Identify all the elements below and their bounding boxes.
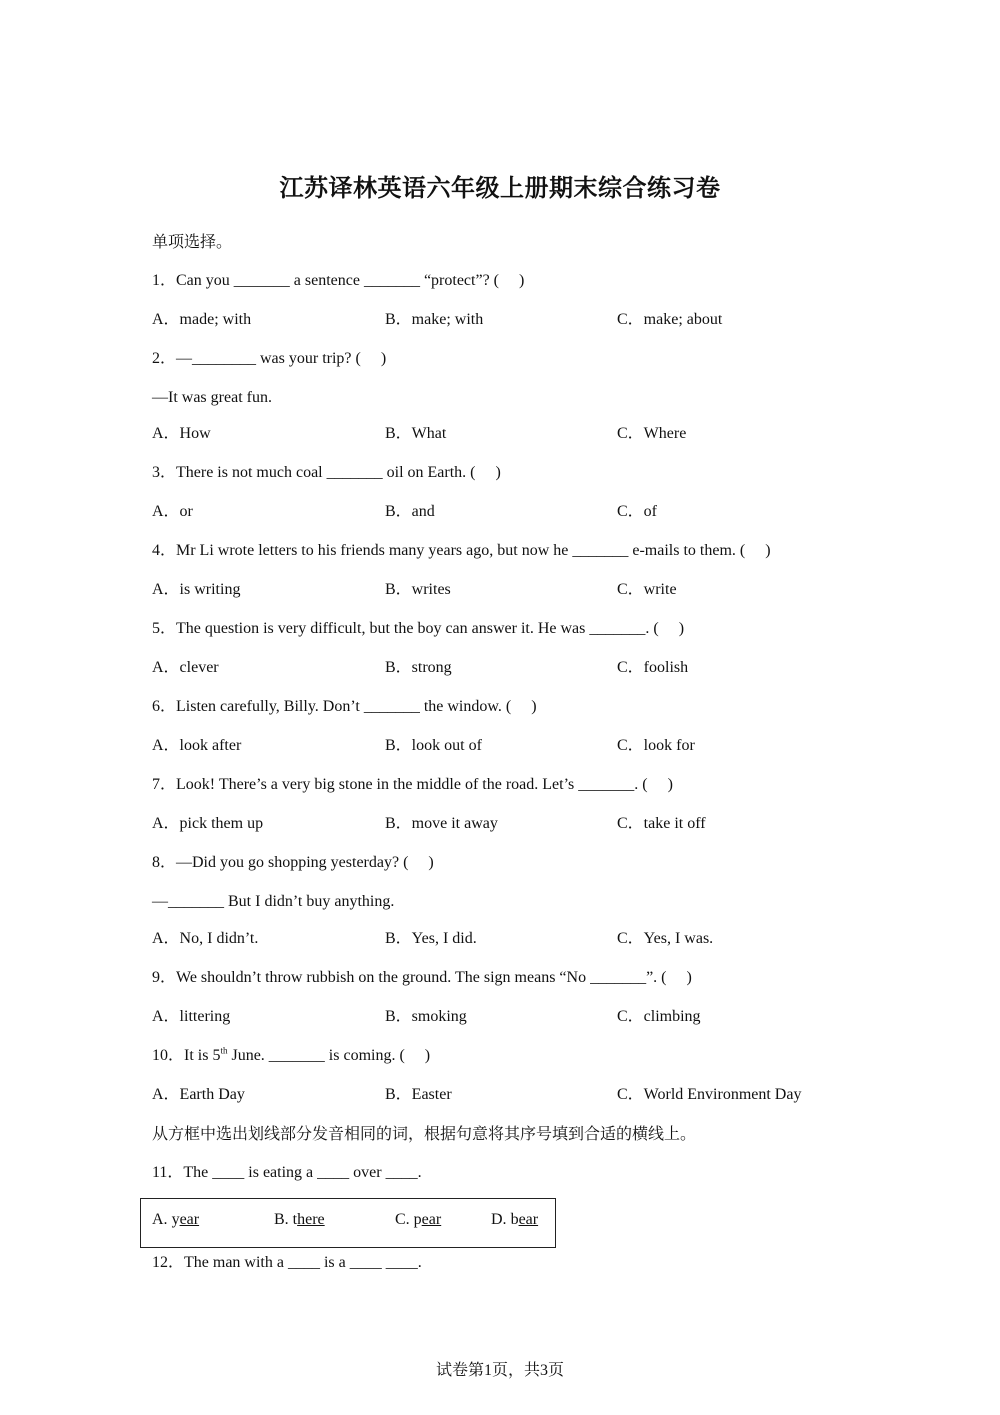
q10-stem-start: 10．It is 5 — [152, 1047, 221, 1064]
q8-option-a: A．No, I didn’t. — [152, 930, 259, 947]
box-word-c — [395, 1211, 441, 1229]
box-word-c-start: p — [413, 1211, 422, 1228]
question-9: 9．We shouldn’t throw rubbish on the ground. The sign means “No _______”. ( ) — [152, 969, 692, 986]
q2-option-b: B．What — [385, 425, 447, 442]
q7-option-a: A．pick them up — [152, 815, 264, 832]
box-word-b-letter: B. — [274, 1211, 293, 1228]
q9-option-a: A．littering — [152, 1008, 231, 1025]
q6-option-a: A．look after — [152, 737, 242, 754]
question-6: 6．Listen carefully, Billy. Don’t _______ the window. ( ) — [152, 698, 537, 715]
q9-option-c: C．climbing — [617, 1008, 701, 1025]
box-word-a-underlined: ear — [179, 1211, 200, 1228]
q5-option-c: C．foolish — [617, 659, 689, 676]
page-title: 江苏译林英语六年级上册期末综合练习卷 — [279, 174, 721, 202]
question-3: 3．There is not much coal _______ oil on Earth. ( ) — [152, 464, 501, 481]
q3-option-b: B．and — [385, 503, 435, 520]
q4-option-a: A．is writing — [152, 581, 241, 598]
box-word-c-underlined: ear — [421, 1211, 442, 1228]
box-word-d-start: b — [510, 1211, 519, 1228]
box-word-b — [274, 1211, 325, 1229]
question-8: 8．—Did you go shopping yesterday? ( ) — [152, 854, 434, 871]
q6-option-c: C．look for — [617, 737, 695, 754]
box-word-c-letter: C. — [395, 1211, 414, 1228]
q10-option-c: C．World Environment Day — [617, 1086, 802, 1103]
word-box — [140, 1198, 556, 1248]
question-4: 4．Mr Li wrote letters to his friends many years ago, but now he _______ e-mails to them. ( ) — [152, 542, 771, 559]
question-2: 2．—________ was your trip? ( ) — [152, 350, 387, 367]
section-heading-single-choice: 单项选择。 — [152, 232, 233, 251]
q10-superscript: th — [220, 1045, 228, 1056]
question-2-reply: —It was great fun. — [152, 389, 272, 406]
q5-option-a: A．clever — [152, 659, 219, 676]
box-word-b-start: t — [292, 1211, 298, 1228]
q10-option-a: A．Earth Day — [152, 1086, 245, 1103]
q7-option-c: C．take it off — [617, 815, 706, 832]
q5-option-b: B．strong — [385, 659, 452, 676]
box-word-a-start: y — [171, 1211, 180, 1228]
q1-option-c: C．make; about — [617, 311, 723, 328]
question-7: 7．Look! There’s a very big stone in the middle of the road. Let’s _______. ( ) — [152, 776, 673, 793]
question-12: 12．The man with a ____ is a ____ ____. — [152, 1254, 422, 1271]
box-word-d-letter: D. — [491, 1211, 511, 1228]
question-11: 11．The ____ is eating a ____ over ____. — [152, 1164, 422, 1181]
question-8-reply: —_______ But I didn’t buy anything. — [152, 893, 395, 910]
box-word-a-letter: A. — [152, 1211, 172, 1228]
question-5: 5．The question is very difficult, but the boy can answer it. He was _______. ( ) — [152, 620, 685, 637]
q6-option-b: B．look out of — [385, 737, 482, 754]
box-word-b-underlined: here — [297, 1211, 325, 1228]
q9-option-b: B．smoking — [385, 1008, 467, 1025]
section-heading-pronunciation: 从方框中选出划线部分发音相同的词，根据句意将其序号填到合适的横线上。 — [152, 1124, 697, 1143]
q4-option-b: B．writes — [385, 581, 451, 598]
q4-option-c: C．write — [617, 581, 677, 598]
box-word-d-underlined: ear — [518, 1211, 539, 1228]
q8-option-b: B．Yes, I did. — [385, 930, 477, 947]
question-1: 1．Can you _______ a sentence _______ “protect”? ( ) — [152, 272, 525, 289]
q10-option-b: B．Easter — [385, 1086, 452, 1103]
q3-option-c: C．of — [617, 503, 658, 520]
question-10 — [152, 1046, 430, 1066]
q2-option-c: C．Where — [617, 425, 687, 442]
q1-option-a: A．made; with — [152, 311, 252, 328]
q7-option-b: B．move it away — [385, 815, 498, 832]
q1-option-b: B．make; with — [385, 311, 484, 328]
q3-option-a: A．or — [152, 503, 193, 520]
box-word-d — [491, 1211, 538, 1229]
box-word-a — [152, 1211, 199, 1229]
q2-option-a: A．How — [152, 425, 211, 442]
page-footer: 试卷第1页，共3页 — [435, 1362, 564, 1379]
q8-option-c: C．Yes, I was. — [617, 930, 714, 947]
q10-stem-end: June. _______ is coming. ( ) — [227, 1047, 431, 1064]
